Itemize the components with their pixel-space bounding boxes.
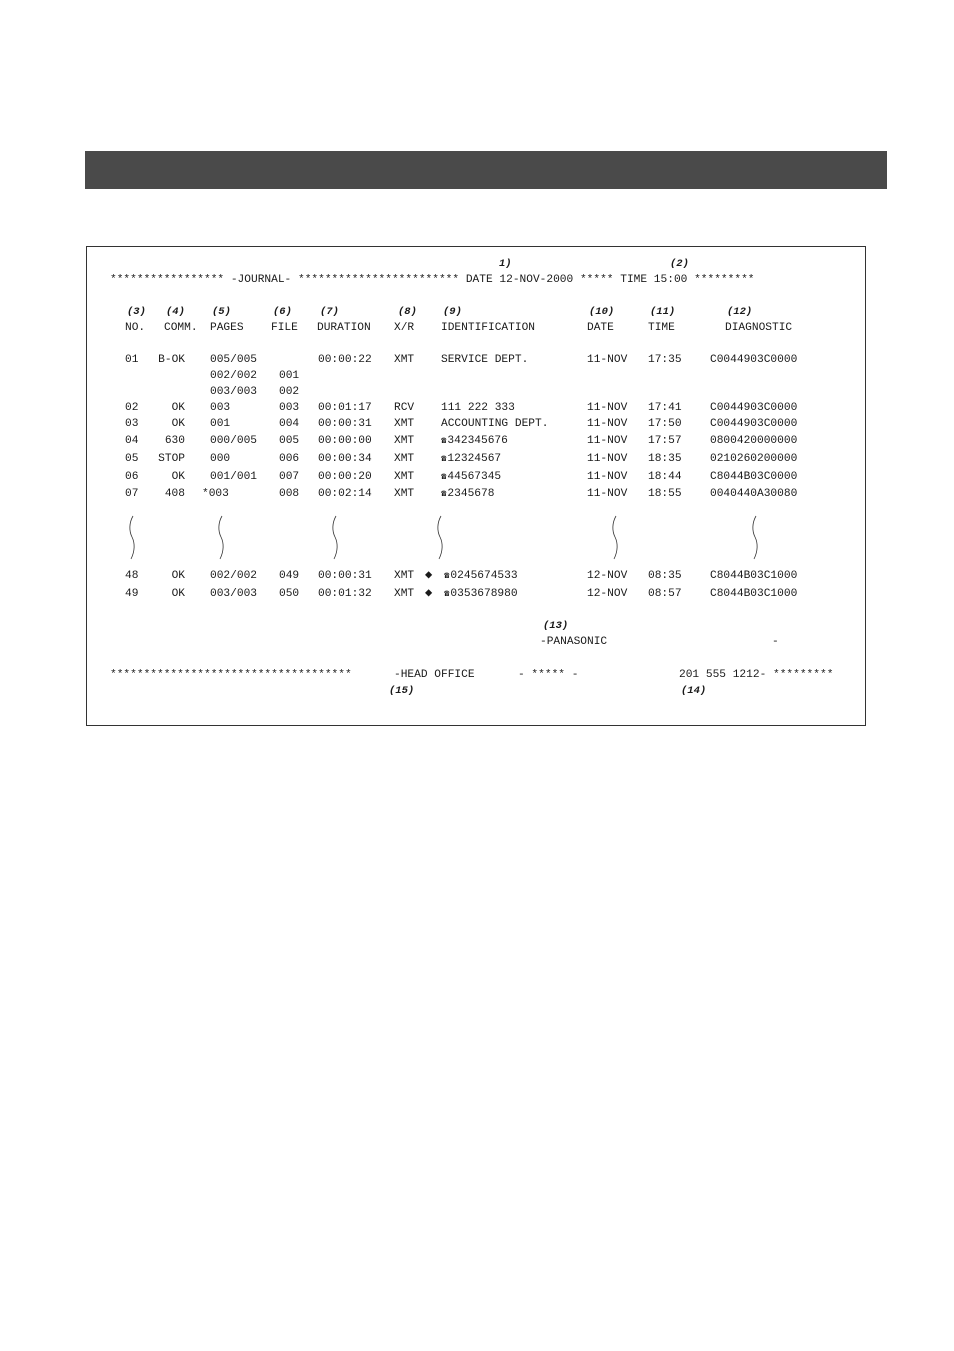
- identification-text: 2345678: [447, 488, 495, 500]
- ref-marker-10: (10): [589, 306, 615, 318]
- row-no: 02: [125, 402, 139, 414]
- row-comm: STOP: [158, 453, 185, 465]
- row-diagnostic: C8044B03C0000: [710, 471, 798, 483]
- row-comm: OK: [171, 588, 185, 600]
- row-diagnostic: 0210260200000: [710, 453, 798, 465]
- row-duration: 00:00:34: [318, 453, 372, 465]
- row-diagnostic: 0040440A30080: [710, 488, 798, 500]
- column-header-no: NO.: [125, 322, 146, 334]
- row-xr: XMT: [394, 354, 415, 366]
- row-file: 006: [279, 453, 300, 465]
- row-duration: 00:00:31: [318, 570, 372, 582]
- footer-stars: ************************************: [110, 669, 352, 681]
- identification-text: 111 222 333: [441, 402, 515, 414]
- column-header-date: DATE: [587, 322, 614, 334]
- row-time: 08:35: [648, 570, 682, 582]
- omission-brace-icon: [609, 515, 621, 561]
- ref-marker-9: (9): [443, 306, 462, 318]
- row-xr: XMT: [394, 588, 415, 600]
- row-xr: RCV: [394, 402, 415, 414]
- row-diagnostic: C0044903C0000: [710, 354, 798, 366]
- row-comm: OK: [171, 402, 185, 414]
- row-date: 11-NOV: [587, 488, 628, 500]
- row-time: 08:57: [648, 588, 682, 600]
- row-comm: OK: [171, 570, 185, 582]
- row-date: 11-NOV: [587, 418, 628, 430]
- identification-text: SERVICE DEPT.: [441, 354, 529, 366]
- row-date: 12-NOV: [587, 570, 628, 582]
- row-identification: [444, 570, 518, 583]
- row-identification: [441, 402, 515, 415]
- row-pages: 003: [210, 402, 231, 414]
- row-time: 18:55: [648, 488, 682, 500]
- row-pages: 002/002: [210, 570, 257, 582]
- row-identification: [441, 453, 501, 466]
- row-no: 04: [125, 435, 139, 447]
- head-office-label: -HEAD OFFICE: [394, 669, 475, 681]
- row-identification: [441, 488, 494, 501]
- logo-text: -PANASONIC: [540, 636, 608, 648]
- identification-text: 342345676: [447, 435, 508, 447]
- row-duration: 00:00:00: [318, 435, 372, 447]
- row-pages: 003/003: [210, 386, 257, 398]
- row-file: 001: [279, 370, 300, 382]
- row-xr: XMT: [394, 418, 415, 430]
- omission-brace-icon: [126, 515, 138, 561]
- row-file: 005: [279, 435, 300, 447]
- row-xr: XMT: [394, 471, 415, 483]
- row-xr: XMT: [394, 488, 415, 500]
- omission-brace-icon: [434, 515, 446, 561]
- row-comm: 630: [164, 435, 185, 447]
- row-no: 01: [125, 354, 139, 366]
- row-file: 050: [279, 588, 300, 600]
- row-file: 008: [279, 488, 300, 500]
- row-comm: OK: [171, 418, 185, 430]
- ref-marker-6: (6): [273, 306, 292, 318]
- ref-marker-11: (11): [650, 306, 676, 318]
- row-duration: 00:02:14: [318, 488, 372, 500]
- identification-text: 0245674533: [450, 570, 518, 582]
- row-diagnostic: C8044B03C1000: [710, 588, 798, 600]
- telephone-icon: ☎: [441, 472, 447, 482]
- row-time: 18:35: [648, 453, 682, 465]
- column-header-comm: COMM.: [164, 322, 198, 334]
- telephone-icon: ☎: [444, 589, 450, 599]
- row-date: 11-NOV: [587, 453, 628, 465]
- row-diagnostic: 0800420000000: [710, 435, 798, 447]
- column-header-xr: X/R: [394, 322, 415, 334]
- row-date: 12-NOV: [587, 588, 628, 600]
- row-identification: [441, 418, 548, 431]
- telephone-icon: ☎: [441, 436, 447, 446]
- row-file: 004: [279, 418, 300, 430]
- row-comm: OK: [171, 471, 185, 483]
- row-no: 07: [125, 488, 139, 500]
- row-xr: XMT: [394, 570, 415, 582]
- row-pages: 001/001: [210, 471, 257, 483]
- omission-brace-icon: [329, 515, 341, 561]
- row-identification: [441, 471, 501, 484]
- row-comm: B-OK: [158, 354, 185, 366]
- ref-marker-15: (15): [389, 685, 415, 697]
- column-header-time: TIME: [648, 322, 675, 334]
- telephone-icon: ☎: [444, 571, 450, 581]
- row-duration: 00:00:20: [318, 471, 372, 483]
- column-header-duration: DURATION: [317, 322, 371, 334]
- row-time: 17:35: [648, 354, 682, 366]
- journal-header-line: ***************** -JOURNAL- ************************ DATE 12-NOV-2000 ***** TIME 15:00 *********: [110, 274, 755, 286]
- footer-middle: - ***** -: [518, 669, 579, 681]
- row-pages: 005/005: [210, 354, 257, 366]
- row-xr: XMT: [394, 453, 415, 465]
- row-date: 11-NOV: [587, 471, 628, 483]
- row-no: 06: [125, 471, 139, 483]
- row-identification: [444, 588, 518, 601]
- identification-text: 44567345: [447, 471, 502, 483]
- column-header-identification: IDENTIFICATION: [441, 322, 535, 334]
- column-header-diagnostic: DIAGNOSTIC: [725, 322, 793, 334]
- telephone-icon: ☎: [441, 489, 447, 499]
- footer-phone-number: 201 555 1212- *********: [679, 669, 834, 681]
- row-no: 49: [125, 588, 139, 600]
- row-duration: 00:01:17: [318, 402, 372, 414]
- row-date: 11-NOV: [587, 435, 628, 447]
- telephone-icon: ☎: [441, 454, 447, 464]
- ref-marker-14: (14): [681, 685, 707, 697]
- ref-marker-3: (3): [127, 306, 146, 318]
- row-duration: 00:00:22: [318, 354, 372, 366]
- row-diagnostic: C0044903C0000: [710, 402, 798, 414]
- row-no: 48: [125, 570, 139, 582]
- ref-marker-12: (12): [727, 306, 753, 318]
- row-pages: *003: [202, 488, 229, 500]
- row-duration: 00:00:31: [318, 418, 372, 430]
- diamond-marker-icon: ◆: [425, 568, 433, 582]
- row-file: 007: [279, 471, 300, 483]
- row-identification: [441, 354, 528, 367]
- row-date: 11-NOV: [587, 354, 628, 366]
- ref-marker-1: 1): [499, 258, 512, 270]
- identification-text: 12324567: [447, 453, 502, 465]
- omission-brace-icon: [215, 515, 227, 561]
- row-date: 11-NOV: [587, 402, 628, 414]
- row-comm: 408: [164, 488, 185, 500]
- identification-text: ACCOUNTING DEPT.: [441, 418, 549, 430]
- row-pages: 003/003: [210, 588, 257, 600]
- row-time: 17:41: [648, 402, 682, 414]
- ref-marker-13: (13): [543, 620, 569, 632]
- row-file: 003: [279, 402, 300, 414]
- row-time: 17:50: [648, 418, 682, 430]
- row-no: 05: [125, 453, 139, 465]
- ref-marker-5: (5): [212, 306, 231, 318]
- row-file: 049: [279, 570, 300, 582]
- logo-dash: -: [772, 636, 779, 648]
- row-identification: [441, 435, 508, 448]
- row-pages: 002/002: [210, 370, 257, 382]
- ref-marker-8: (8): [398, 306, 417, 318]
- row-diagnostic: C0044903C0000: [710, 418, 798, 430]
- row-no: 03: [125, 418, 139, 430]
- row-time: 18:44: [648, 471, 682, 483]
- ref-marker-4: (4): [166, 306, 185, 318]
- row-diagnostic: C8044B03C1000: [710, 570, 798, 582]
- row-xr: XMT: [394, 435, 415, 447]
- ref-marker-2: (2): [670, 258, 689, 270]
- row-pages: 000: [210, 453, 231, 465]
- section-banner: [85, 151, 887, 189]
- omission-brace-icon: [749, 515, 761, 561]
- ref-marker-7: (7): [320, 306, 339, 318]
- column-header-file: FILE: [271, 322, 298, 334]
- row-file: 002: [279, 386, 300, 398]
- journal-report-frame: [86, 246, 866, 726]
- row-pages: 001: [210, 418, 231, 430]
- identification-text: 0353678980: [450, 588, 518, 600]
- column-header-pages: PAGES: [210, 322, 244, 334]
- row-time: 17:57: [648, 435, 682, 447]
- row-duration: 00:01:32: [318, 588, 372, 600]
- diamond-marker-icon: ◆: [425, 586, 433, 600]
- row-pages: 000/005: [210, 435, 257, 447]
